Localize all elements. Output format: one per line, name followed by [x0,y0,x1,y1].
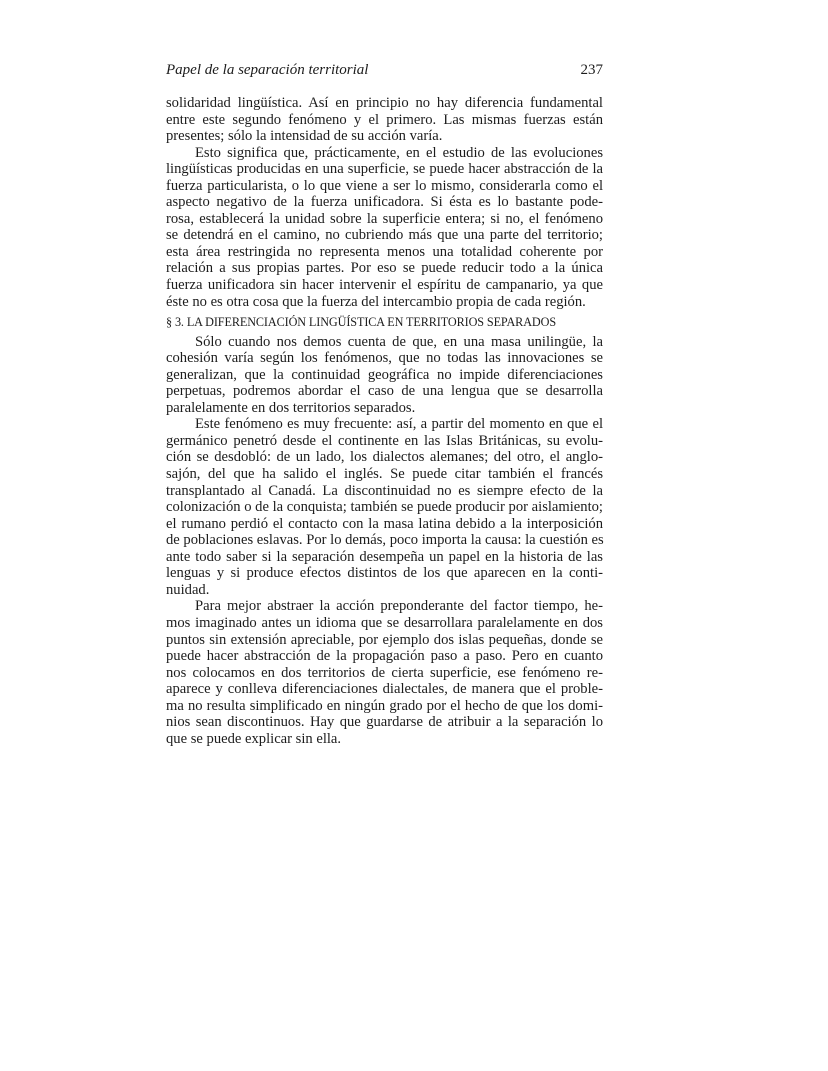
text-line: rosa, establecerá la unidad sobre la superficie entera; si no, el fenómeno [166,210,603,227]
running-title: Papel de la separación territorial [166,62,369,78]
paragraph [166,145,603,310]
text-line: Para mejor abstraer la acción preponderante del factor tiempo, he- [195,598,603,615]
text-line: nuidad. [166,581,210,598]
text-line: generalizan, que la continuidad geográfica no impide diferenciaciones [166,366,603,383]
paragraph [166,416,603,598]
text-line: Sólo cuando nos demos cuenta de que, en una masa unilingüe, la [195,333,603,350]
text-line: paralelamente en dos territorios separados. [166,399,416,416]
page-number: 237 [580,62,603,78]
text-line: nios sean discontinuos. Hay que guardarse de atribuir a la separación lo [166,714,603,731]
text-line: germánico penetró desde el continente en las Islas Británicas, su evolu- [166,432,603,449]
text-line: fuerza unificadora sin hacer intervenir el espíritu de campanario, ya que [166,277,603,294]
text-line: puede hacer abstracción de la propagación paso a paso. Pero en cuanto [166,648,603,665]
text-line: de poblaciones eslavas. Por lo demás, poco importa la causa: la cuestión es [166,532,604,549]
text-line: éste no es otra cosa que la fuerza del intercambio propia de cada región. [166,293,586,310]
paragraph [166,598,603,747]
text-line: fuerza particularista, o lo que viene a ser lo mismo, considerarla como el [166,177,603,194]
text-line: presentes; sólo la intensidad de su acción varía. [166,128,443,145]
paragraph [166,334,603,417]
text-line: lingüísticas producidas en una superficie, se puede hacer abstracción de la [166,161,603,178]
text-line: ción se desdobló: de un lado, los dialectos alemanes; del otro, el anglo- [166,449,603,466]
text-line: solidaridad lingüística. Así en principio no hay diferencia fundamental [166,95,603,111]
text-line: perpetuas, podremos abordar el caso de una lengua que se desarrolla [166,383,603,400]
text-line: Esto significa que, prácticamente, en el estudio de las evoluciones [195,144,603,161]
book-page [166,62,603,747]
text-line: transplantado al Canadá. La discontinuidad no es siempre efecto de la [166,482,603,499]
paragraph [166,95,603,145]
text-line: que se puede explicar sin ella. [166,730,342,747]
text-line: colonización o de la conquista; también se puede producir por aislamiento; [166,499,603,516]
text-line: sajón, del que ha salido el inglés. Se puede citar también el francés [166,466,603,483]
text-line: esta área restringida no representa menos una totalidad coherente por [166,243,603,260]
text-line: se detendrá en el camino, no cubriendo más que una parte del territorio; [166,227,603,244]
body-text [166,95,603,747]
text-line: Este fenómeno es muy frecuente: así, a partir del momento en que el [195,416,603,433]
text-line: aspecto negativo de la fuerza unificadora. Si ésta es lo bastante pode- [166,194,603,211]
text-line: relación a sus propias partes. Por eso se puede reducir todo a la única [166,260,603,277]
text-line: nos colocamos en dos territorios de cierta superficie, ese fenómeno re- [166,664,603,681]
text-line: lenguas y si produce efectos distintos de los que aparecen en la conti- [166,565,603,582]
section-heading: § 3. LA DIFERENCIACIÓN LINGÜÍSTICA EN TERRITORIOS SEPARADOS [166,315,556,330]
text-line: el rumano perdió el contacto con la masa latina debido a la interposición [166,515,603,532]
text-line: ante todo saber si la separación desempeña un papel en la historia de las [166,548,603,565]
running-header [166,62,603,82]
text-line: mos imaginado antes un idioma que se desarrollara paralelamente en dos [166,614,603,631]
text-line: aparece y conlleva diferenciaciones dialectales, de manera que el proble- [166,681,603,698]
text-line: cohesión varía según los fenómenos, que no todas las innovaciones se [166,350,603,367]
text-line: ma no resulta simplificado en ningún grado por el hecho de que los domi- [166,697,603,714]
text-line: puntos sin extensión apreciable, por ejemplo dos islas pequeñas, donde se [166,631,603,648]
text-line: entre este segundo fenómeno y el primero. Las mismas fuerzas están [166,111,603,128]
